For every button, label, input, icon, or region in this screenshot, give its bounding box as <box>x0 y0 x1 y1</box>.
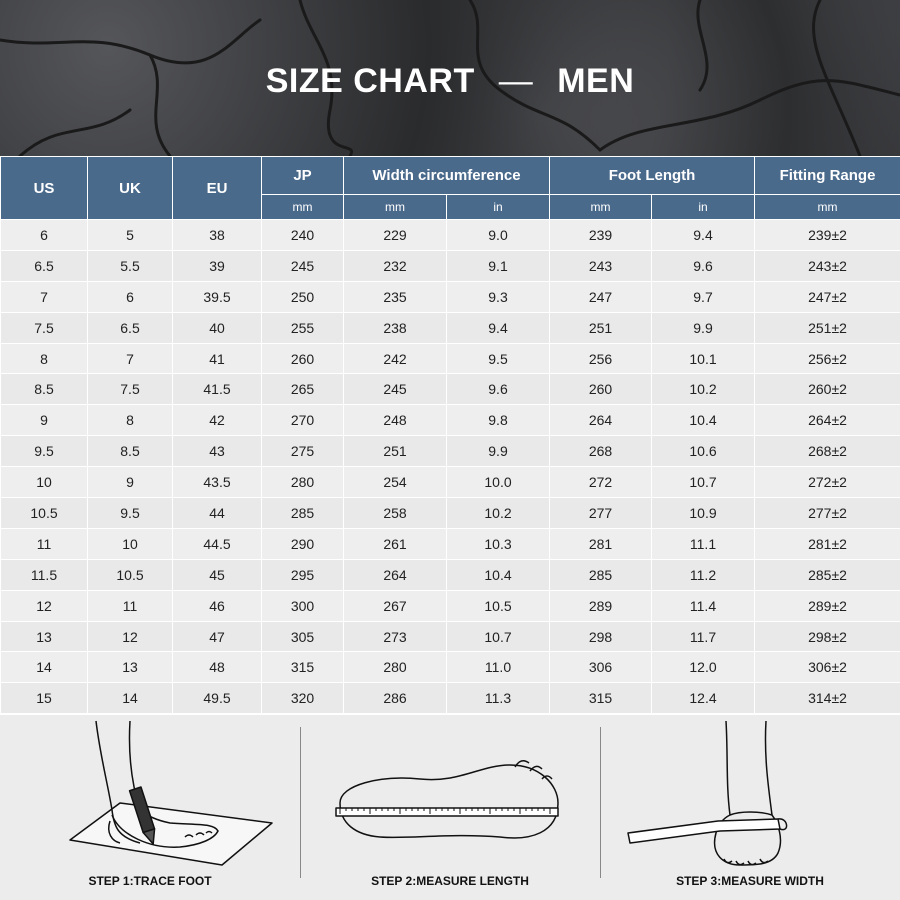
cell-length-in: 10.9 <box>652 498 755 529</box>
cell-eu: 43 <box>173 436 262 467</box>
step-1-label: STEP 1:TRACE FOOT <box>88 874 212 888</box>
cell-fitting-range: 268±2 <box>755 436 900 467</box>
cell-us: 11.5 <box>1 559 88 590</box>
cell-jp-mm: 275 <box>262 436 344 467</box>
cell-length-mm: 256 <box>550 343 652 374</box>
cell-width-in: 10.5 <box>447 590 550 621</box>
cell-uk: 13 <box>88 652 173 683</box>
measure-length-icon <box>300 715 600 875</box>
cell-jp-mm: 320 <box>262 683 344 714</box>
table-header-row <box>1 157 900 195</box>
measure-width-icon <box>600 715 900 875</box>
cell-jp-mm: 245 <box>262 250 344 281</box>
table-row <box>1 621 900 652</box>
cell-fitting-range: 247±2 <box>755 281 900 312</box>
cell-eu: 38 <box>173 220 262 251</box>
header-fitting-range: Fitting Range <box>755 157 900 195</box>
cell-us: 10 <box>1 467 88 498</box>
title-text: SIZE CHART <box>265 62 475 100</box>
unit-length-mm: mm <box>550 195 652 220</box>
cell-width-in: 9.3 <box>447 281 550 312</box>
header-uk: UK <box>88 157 173 220</box>
cell-us: 9 <box>1 405 88 436</box>
cell-width-in: 9.0 <box>447 220 550 251</box>
cell-eu: 41.5 <box>173 374 262 405</box>
cell-width-mm: 273 <box>344 621 447 652</box>
size-chart-table <box>0 156 900 714</box>
cell-length-mm: 239 <box>550 220 652 251</box>
cell-width-mm: 245 <box>344 374 447 405</box>
cell-length-in: 11.4 <box>652 590 755 621</box>
cell-jp-mm: 250 <box>262 281 344 312</box>
cell-length-mm: 268 <box>550 436 652 467</box>
cell-eu: 42 <box>173 405 262 436</box>
cell-width-mm: 232 <box>344 250 447 281</box>
cell-width-in: 10.2 <box>447 498 550 529</box>
cell-length-mm: 264 <box>550 405 652 436</box>
cell-length-mm: 315 <box>550 683 652 714</box>
cell-eu: 39.5 <box>173 281 262 312</box>
cell-length-in: 9.9 <box>652 312 755 343</box>
cell-eu: 40 <box>173 312 262 343</box>
cell-width-in: 9.9 <box>447 436 550 467</box>
table-row <box>1 220 900 251</box>
cell-jp-mm: 305 <box>262 621 344 652</box>
measurement-steps <box>0 715 900 900</box>
cell-length-mm: 260 <box>550 374 652 405</box>
cell-us: 13 <box>1 621 88 652</box>
cell-length-in: 10.7 <box>652 467 755 498</box>
cell-uk: 9.5 <box>88 498 173 529</box>
cell-jp-mm: 265 <box>262 374 344 405</box>
cell-us: 7.5 <box>1 312 88 343</box>
cell-length-mm: 289 <box>550 590 652 621</box>
cell-eu: 49.5 <box>173 683 262 714</box>
step-trace-foot <box>0 715 300 900</box>
cell-length-mm: 247 <box>550 281 652 312</box>
table-row <box>1 683 900 714</box>
cell-width-in: 11.0 <box>447 652 550 683</box>
cell-length-in: 12.0 <box>652 652 755 683</box>
cell-length-mm: 306 <box>550 652 652 683</box>
trace-foot-icon <box>0 715 300 875</box>
cell-us: 8 <box>1 343 88 374</box>
cell-us: 10.5 <box>1 498 88 529</box>
cell-width-in: 9.1 <box>447 250 550 281</box>
cell-width-mm: 267 <box>344 590 447 621</box>
header-jp: JP <box>262 157 344 195</box>
cell-length-mm: 298 <box>550 621 652 652</box>
cell-width-in: 11.3 <box>447 683 550 714</box>
cell-length-in: 9.4 <box>652 220 755 251</box>
cell-jp-mm: 295 <box>262 559 344 590</box>
cell-fitting-range: 256±2 <box>755 343 900 374</box>
cell-us: 6.5 <box>1 250 88 281</box>
table-row <box>1 559 900 590</box>
cell-uk: 6 <box>88 281 173 312</box>
cell-length-in: 10.1 <box>652 343 755 374</box>
cell-width-mm: 280 <box>344 652 447 683</box>
cell-fitting-range: 260±2 <box>755 374 900 405</box>
cell-width-mm: 286 <box>344 683 447 714</box>
unit-length-in: in <box>652 195 755 220</box>
cell-uk: 6.5 <box>88 312 173 343</box>
cell-width-in: 10.7 <box>447 621 550 652</box>
table-row <box>1 467 900 498</box>
cell-width-mm: 248 <box>344 405 447 436</box>
cell-uk: 5.5 <box>88 250 173 281</box>
cell-fitting-range: 314±2 <box>755 683 900 714</box>
cell-length-mm: 285 <box>550 559 652 590</box>
cell-jp-mm: 285 <box>262 498 344 529</box>
cell-us: 11 <box>1 528 88 559</box>
cell-width-mm: 229 <box>344 220 447 251</box>
title-dash: — <box>498 62 534 100</box>
table-row <box>1 528 900 559</box>
cell-jp-mm: 315 <box>262 652 344 683</box>
cell-eu: 45 <box>173 559 262 590</box>
cell-uk: 5 <box>88 220 173 251</box>
cell-jp-mm: 270 <box>262 405 344 436</box>
cell-us: 15 <box>1 683 88 714</box>
cell-fitting-range: 298±2 <box>755 621 900 652</box>
cell-width-mm: 235 <box>344 281 447 312</box>
cell-width-in: 10.0 <box>447 467 550 498</box>
cell-width-in: 10.3 <box>447 528 550 559</box>
cell-length-mm: 272 <box>550 467 652 498</box>
cell-us: 14 <box>1 652 88 683</box>
table-row <box>1 281 900 312</box>
table-row <box>1 343 900 374</box>
cell-width-in: 10.4 <box>447 559 550 590</box>
cell-eu: 43.5 <box>173 467 262 498</box>
cell-length-in: 10.2 <box>652 374 755 405</box>
cell-us: 8.5 <box>1 374 88 405</box>
cell-width-in: 9.6 <box>447 374 550 405</box>
cell-length-in: 10.4 <box>652 405 755 436</box>
cell-uk: 11 <box>88 590 173 621</box>
cell-us: 12 <box>1 590 88 621</box>
cell-length-mm: 243 <box>550 250 652 281</box>
unit-width-in: in <box>447 195 550 220</box>
cell-width-mm: 264 <box>344 559 447 590</box>
cell-fitting-range: 277±2 <box>755 498 900 529</box>
cell-eu: 44.5 <box>173 528 262 559</box>
cell-width-in: 9.8 <box>447 405 550 436</box>
cell-uk: 7 <box>88 343 173 374</box>
cell-fitting-range: 306±2 <box>755 652 900 683</box>
cell-length-in: 9.7 <box>652 281 755 312</box>
unit-jp-mm: mm <box>262 195 344 220</box>
cell-fitting-range: 264±2 <box>755 405 900 436</box>
cell-fitting-range: 285±2 <box>755 559 900 590</box>
table-row <box>1 652 900 683</box>
step-measure-width <box>600 715 900 900</box>
table-row <box>1 590 900 621</box>
cell-jp-mm: 290 <box>262 528 344 559</box>
cell-eu: 47 <box>173 621 262 652</box>
cell-fitting-range: 243±2 <box>755 250 900 281</box>
cell-uk: 9 <box>88 467 173 498</box>
step-3-label: STEP 3:MEASURE WIDTH <box>676 874 824 888</box>
cell-width-mm: 251 <box>344 436 447 467</box>
cell-width-in: 9.4 <box>447 312 550 343</box>
cell-fitting-range: 239±2 <box>755 220 900 251</box>
cell-length-in: 11.2 <box>652 559 755 590</box>
page-title <box>0 62 900 101</box>
cell-fitting-range: 281±2 <box>755 528 900 559</box>
cell-uk: 8 <box>88 405 173 436</box>
cell-jp-mm: 260 <box>262 343 344 374</box>
cell-width-mm: 258 <box>344 498 447 529</box>
step-2-label: STEP 2:MEASURE LENGTH <box>371 874 529 888</box>
unit-fitting-mm: mm <box>755 195 900 220</box>
table-row <box>1 312 900 343</box>
cell-uk: 14 <box>88 683 173 714</box>
cell-eu: 48 <box>173 652 262 683</box>
cell-length-mm: 251 <box>550 312 652 343</box>
cell-length-in: 10.6 <box>652 436 755 467</box>
table-row <box>1 405 900 436</box>
cell-length-in: 11.7 <box>652 621 755 652</box>
cell-us: 6 <box>1 220 88 251</box>
cell-jp-mm: 280 <box>262 467 344 498</box>
table-body <box>1 220 900 714</box>
header-foot-length: Foot Length <box>550 157 755 195</box>
table-row <box>1 436 900 467</box>
cell-uk: 10.5 <box>88 559 173 590</box>
cell-uk: 10 <box>88 528 173 559</box>
cell-width-mm: 254 <box>344 467 447 498</box>
cell-us: 7 <box>1 281 88 312</box>
cell-jp-mm: 240 <box>262 220 344 251</box>
unit-width-mm: mm <box>344 195 447 220</box>
cell-jp-mm: 300 <box>262 590 344 621</box>
cell-uk: 12 <box>88 621 173 652</box>
cell-us: 9.5 <box>1 436 88 467</box>
cell-width-mm: 261 <box>344 528 447 559</box>
cell-fitting-range: 251±2 <box>755 312 900 343</box>
header-width-circumference: Width circumference <box>344 157 550 195</box>
cell-length-mm: 281 <box>550 528 652 559</box>
cell-uk: 8.5 <box>88 436 173 467</box>
cell-width-mm: 238 <box>344 312 447 343</box>
cell-jp-mm: 255 <box>262 312 344 343</box>
cell-uk: 7.5 <box>88 374 173 405</box>
cell-eu: 44 <box>173 498 262 529</box>
cell-length-in: 12.4 <box>652 683 755 714</box>
cell-eu: 46 <box>173 590 262 621</box>
cell-length-mm: 277 <box>550 498 652 529</box>
cell-width-mm: 242 <box>344 343 447 374</box>
cell-width-in: 9.5 <box>447 343 550 374</box>
table-row <box>1 498 900 529</box>
cell-length-in: 9.6 <box>652 250 755 281</box>
table-row <box>1 250 900 281</box>
header-us: US <box>1 157 88 220</box>
cell-length-in: 11.1 <box>652 528 755 559</box>
table-row <box>1 374 900 405</box>
cell-eu: 39 <box>173 250 262 281</box>
title-subtitle: MEN <box>557 62 635 100</box>
cell-fitting-range: 289±2 <box>755 590 900 621</box>
cell-fitting-range: 272±2 <box>755 467 900 498</box>
cell-eu: 41 <box>173 343 262 374</box>
header-eu: EU <box>173 157 262 220</box>
title-banner <box>0 0 900 156</box>
step-measure-length <box>300 715 600 900</box>
